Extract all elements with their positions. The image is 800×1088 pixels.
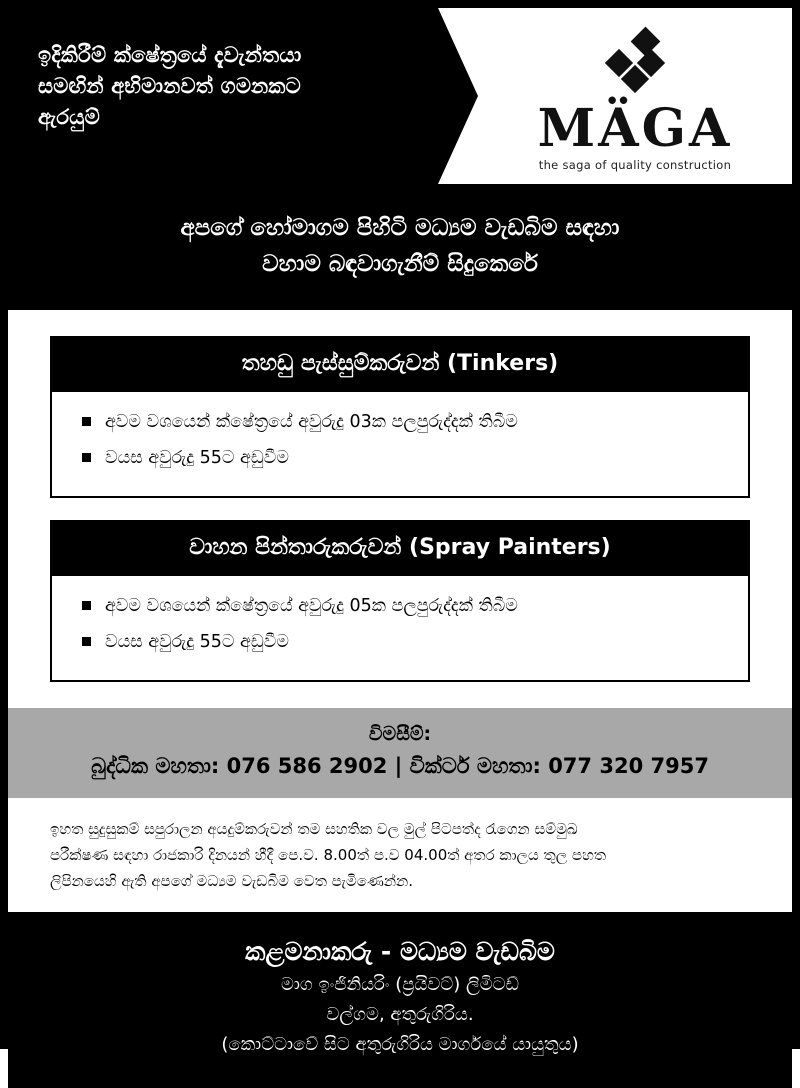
contact-label: විමසීම්:: [368, 723, 432, 745]
vacancy-list: [8, 310, 792, 708]
vacancy-title: වාහන පින්තාරුකරුවන් (Spray Painters): [52, 522, 748, 576]
vacancy-card-spray-painters: [50, 520, 750, 682]
vacancy-card-tinkers: [50, 336, 750, 498]
requirement-text: අවම වශයෙන් ක්ෂේත්‍රයේ අවුරුදු 05ක පලපුරුද්දක් තිබීම: [105, 596, 518, 616]
subheading: [8, 184, 792, 310]
vacancy-title: තහඩු පැස්සුම්කරුවන් (Tinkers): [52, 338, 748, 392]
instruction-line-1: ඉහත සුදුසුකම් සපුරාලන අයදුම්කරුවන් තම සහතික වල මුල් පිටපත්ද රැගෙන සම්මුඛ: [50, 820, 578, 838]
footer-address: වල්ගම, අතුරුගිරිය.: [326, 1004, 474, 1025]
square-bullet-icon: [82, 601, 91, 610]
logo-tagline: the saga of quality construction: [538, 158, 732, 172]
header-title: [38, 40, 428, 133]
instruction-line-2: පරීක්ෂණ සඳහා රාජකාරි දිනයන් හීදී පෙ.ව. 8.00ත් ප.ව 04.00ත් අතර කාලය තුල පහත: [50, 846, 607, 864]
logo-wordmark: MÄGA: [537, 98, 733, 159]
header-title-line-1: ඉදිකිරීම් ක්ෂේත්‍රයේ දැවැන්තයා: [38, 43, 302, 67]
header-title-line-3: ඇරයුම්: [38, 105, 100, 129]
poster-inner: [8, 8, 792, 1055]
poster-footer: [8, 912, 792, 1088]
vacancy-requirements: [52, 576, 748, 680]
contact-phone-numbers[interactable]: බුද්ධික මහතා: 076 586 2902 | වික්ටර් මහතා: 077 320 7957: [91, 754, 709, 778]
header-title-line-2: සමඟින් අභිමානවත් ගමනකට: [38, 74, 301, 98]
requirement-item: [82, 592, 738, 620]
footer-title: කළමනාකරු - මධ්‍යම වැඩබිම: [245, 937, 555, 966]
square-bullet-icon: [82, 453, 91, 462]
diamond-cluster-icon: [600, 28, 670, 98]
requirement-text: වයස අවුරුදු 55ට අඩුවීම: [105, 448, 289, 468]
vacancy-requirements: [52, 392, 748, 496]
subheading-line-2: වහාම බඳවාගැනීම් සිදුකෙරේ: [262, 251, 538, 277]
contact-band: [8, 708, 792, 798]
requirement-item: [82, 444, 738, 472]
footer-company: මාග ඉංජිනියරිං (ප්‍රයිවට්) ලිමිටඩ්: [281, 974, 519, 995]
footer-directions: (කොට්ටාවේ සිට අතුරුගිරිය මාර්ගයේ යායුතුය): [221, 1034, 579, 1055]
requirement-text: අවම වශයෙන් ක්ෂේත්‍රයේ අවුරුදු 03ක පලපුරුද්දක් තිබීම: [105, 412, 518, 432]
poster-header: [8, 8, 792, 184]
square-bullet-icon: [82, 637, 91, 646]
company-logo: [520, 28, 750, 172]
requirement-text: වයස අවුරුදු 55ට අඩුවීම: [105, 632, 289, 652]
requirement-item: [82, 628, 738, 656]
instruction-line-3: ලිපිනයෙහි ඇති අපගේ මධ්‍යම වැඩබිම වෙත පැමිණෙන්න.: [50, 872, 413, 890]
requirement-item: [82, 408, 738, 436]
subheading-line-1: අපගේ හෝමාගම පිහිටි මධ්‍යම වැඩබිම සඳහා: [180, 215, 620, 241]
application-instructions: [8, 798, 792, 912]
square-bullet-icon: [82, 417, 91, 426]
